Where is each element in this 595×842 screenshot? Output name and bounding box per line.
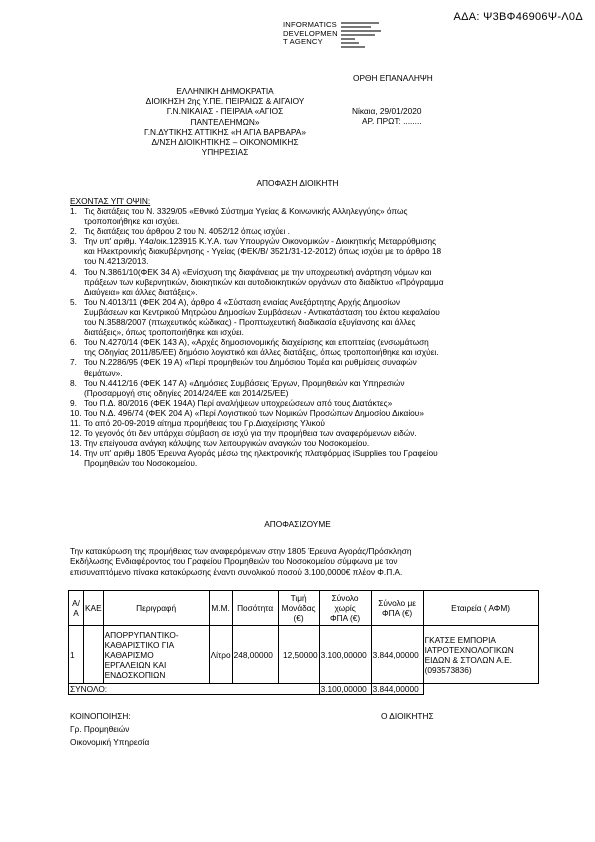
list-item-number: 9.	[70, 397, 77, 408]
list-item	[70, 267, 530, 297]
list-item-number: 6.	[70, 337, 77, 348]
description-line: ΑΠΟΡΡΥΠΑΝΤΙΚΟ-	[104, 629, 179, 640]
logo-line: INFORMATICS	[283, 20, 337, 29]
list-item-text: Την υπ' αριθμ. Υ4α/οικ.123915 Κ.Υ.Α. των Υπουργών Οικονομικών - Διοικητικής Μεταρρύθμισης	[84, 236, 437, 247]
list-item-text: Το από 20-09-2019 αίτημα προμήθειας του Γρ.Διαχείρισης Υλικού	[84, 417, 325, 428]
company-line: ΙΑΤΡΟΤΕΧΝΟΛΟΓΙΚΩΝ	[424, 644, 514, 655]
notify-recipient: Γρ. Προμηθειών	[70, 724, 130, 734]
issuer-line: ΠΑΝΤΕΛΕΗΜΩΝ»	[190, 116, 260, 127]
header-line: Τιμή	[290, 593, 307, 603]
list-item-text: πράξεων των κυβερνητικών, διοικητικών και αυτοδιοικητικών οργάνων στο διαδίκτυο «Πρόγραμμα	[84, 276, 444, 287]
col-header-aa: Α/Α	[69, 591, 84, 626]
cell-aa: 1	[69, 626, 84, 684]
cell-description	[103, 626, 209, 684]
decision-text	[70, 546, 412, 577]
protocol-number: ΑΡ. ΠΡΩΤ: ........	[362, 116, 422, 126]
decision-line: Την κατακύρωση της προμήθειας των αναφερόμενων στην 1805 Έρευνα Αγοράς/Πρόσκληση	[70, 546, 412, 556]
total-label: ΣΥΝΟΛΟ:	[69, 684, 320, 695]
place-date: Νίκαια, 29/01/2020	[352, 106, 422, 116]
logo-line: DEVELOPMEN	[283, 28, 338, 38]
notify-recipient: Οικονομική Υπηρεσία	[70, 737, 150, 747]
list-item	[70, 297, 530, 337]
notify-list	[70, 723, 149, 749]
header-line: Μονάδας	[281, 603, 316, 613]
issuer-line: Γ.Ν.ΔΥΤΙΚΗΣ ΑΤΤΙΚΗΣ «Η ΑΓΙΑ ΒΑΡΒΑΡΑ»	[144, 126, 306, 137]
list-item-number: 4.	[70, 266, 77, 277]
notify-label: ΚΟΙΝΟΠΟΙΗΣΗ:	[70, 711, 131, 721]
list-item	[70, 438, 530, 448]
list-item-text: της Οδηγίας 2011/85/ΕΕ) δημόσιο λογιστικό και άλλες διατάξεις, όπως τροποποιήθηκε και ισχύει.	[84, 347, 439, 358]
list-item-text: Του Ν.3861/10(ΦΕΚ 34 Α) «Ενίσχυση της διαφάνειας με την υποχρεωτική ανάρτηση νόμων και	[84, 266, 432, 277]
list-item-text: Συμβάσεων και Κεντρικού Μητρώου Δημοσίων Συμβάσεων - Αντικατάσταση του έκτου κεφαλαίου	[84, 306, 440, 317]
description-line: ΚΑΘΑΡΙΣΤΙΚΟ ΓΙΑ	[104, 639, 175, 650]
list-item	[70, 236, 530, 266]
list-item-text: Του Ν.4013/11 (ΦΕΚ 204 Α), άρθρο 4 «Σύσταση ενιαίας Ανεξάρτητης Αρχής Δημοσίων	[84, 296, 400, 307]
list-item	[70, 398, 530, 408]
issuer-line: ΕΛΛΗΝΙΚΗ ΔΗΜΟΚΡΑΤΙΑ	[176, 86, 274, 96]
col-header-company: Εταιρεία ( ΑΦΜ)	[423, 591, 538, 626]
issuer-line: ΥΠΗΡΕΣΙΑΣ	[201, 147, 249, 158]
list-item-text: Του Ν.4412/16 (ΦΕΚ 147 Α) «Δημόσιες Συμβάσεις Έργων, Προμηθειών και Υπηρεσιών	[84, 377, 405, 388]
table-header-row	[69, 591, 539, 626]
cell-gross-total: 3.844,00000	[371, 626, 423, 684]
total-net: 3.100,00000	[319, 684, 371, 695]
issuer-line: Δ/ΝΣΗ ΔΙΟΙΚΗΤΙΚΗΣ – ΟΙΚΟΝΟΜΙΚΗΣ	[151, 137, 299, 148]
list-item	[70, 408, 530, 418]
list-item-number: 12.	[70, 428, 82, 439]
signature-label: Ο ΔΙΟΙΚΗΤΗΣ	[381, 711, 434, 721]
issuer-line: Γ.Ν.ΝΙΚΑΙΑΣ - ΠΕΙΡΑΙΑ «ΑΓΙΟΣ	[166, 106, 284, 117]
list-item	[70, 418, 530, 428]
list-item-text: Του Ν.2286/95 (ΦΕΚ 19 Α) «Περί προμηθειών του Δημόσιου Τομέα και ρυθμίσεις συναφών	[84, 357, 417, 368]
list-item-text: Προμηθειών του Νοσοκομείου.	[84, 458, 198, 469]
list-item-text: τροποποιήθηκε και ισχύει.	[84, 216, 180, 227]
ada-code: ΑΔΑ: Ψ3ΒΦ46906Ψ-Λ0Δ	[453, 11, 583, 23]
list-item-text: Διαύγεια» και άλλες διατάξεις».	[84, 286, 198, 297]
document-title: ΑΠΟΦΑΣΗ ΔΙΟΙΚΗΤΗ	[256, 178, 339, 188]
cell-unit: Λίτρο	[209, 626, 232, 684]
issuer-line: ΔΙΟΙΚΗΣΗ 2ης Υ.ΠΕ. ΠΕΙΡΑΙΩΣ & ΑΙΓΑΙΟΥ	[145, 96, 305, 107]
description-line: ΕΡΓΑΛΕΙΩΝ ΚΑΙ	[104, 659, 167, 670]
list-item-number: 1.	[70, 206, 77, 216]
correction-note: ΟΡΘΗ ΕΠΑΝΑΛΗΨΗ	[353, 73, 433, 83]
list-item	[70, 226, 530, 236]
header-line: (€)	[293, 613, 304, 623]
list-item-number: 2.	[70, 226, 77, 237]
col-header-kae: ΚΑΕ	[84, 591, 104, 626]
company-line: ΕΙΔΩΝ & ΣΤΟΛΩΝ Α.Ε.	[424, 654, 512, 665]
list-item-text: Την υπ' αριθμ 1805 Έρευνα Αγοράς μέσω της ηλεκτρονικής πλατφόρμας iSupplies του Γραφείου	[84, 448, 438, 459]
col-header-unit-price	[278, 591, 319, 626]
description-line: ΚΑΘΑΡΙΣΜΟ	[104, 649, 154, 660]
decision-heading: ΑΠΟΦΑΣΙΖΟΥΜΕ	[264, 519, 331, 529]
company-line: (093573836)	[424, 664, 472, 675]
list-item-text: Τις διατάξεις του άρθρου 2 του Ν. 4052/12 όπως ισχύει .	[84, 226, 290, 237]
list-item	[70, 378, 530, 398]
list-item-number: 7.	[70, 357, 77, 368]
header-line: ΦΠΑ (€)	[330, 613, 361, 623]
table-row	[69, 626, 539, 684]
cell-net-total: 3.100,00000	[319, 626, 371, 684]
cell-unit-price: 12,50000	[278, 626, 319, 684]
list-item-text: Το γεγονός ότι δεν υπάρχει σύμβαση σε ισχύ για την προμήθεια των αναφερόμενων ειδών.	[84, 428, 417, 439]
considerations-list	[70, 206, 530, 468]
col-header-net-total	[319, 591, 371, 626]
considering-label: ΕΧΟΝΤΑΣ ΥΠ' ΟΨΙΝ:	[70, 196, 151, 206]
cell-kae	[84, 626, 104, 684]
list-item-text: του Ν.4213/2013.	[84, 256, 149, 267]
list-item-text: και Ηλεκτρονικής διακυβέρνησης - Υγείας (ΦΕΚ/Β/ 3521/31-12-2012) όπως ισχύει με το άρθρο 18	[84, 246, 442, 257]
col-header-description: Περιγραφή	[103, 591, 209, 626]
cell-quantity: 248,00000	[232, 626, 278, 684]
list-item	[70, 357, 530, 377]
list-item-number: 11.	[70, 417, 81, 428]
header-line: ΦΠΑ (€)	[382, 608, 413, 618]
list-item-text: διατάξεις», όπως τροποποιήθηκε και ισχύει.	[84, 327, 244, 338]
informatics-agency-logo	[283, 21, 338, 47]
list-item-text: Του Π.Δ. 80/2016 (ΦΕΚ 194Α) Περί αναλήψεων υποχρεώσεων από τους Διατάκτες»	[84, 397, 393, 408]
list-item-number: 14.	[70, 448, 82, 459]
award-table	[68, 590, 539, 695]
list-item	[70, 428, 530, 438]
col-header-gross-total	[371, 591, 423, 626]
decision-line: Εκδήλωσης Ενδιαφέροντος του Γραφείου Προμηθειών του Νοσοκομείου σύμφωνα με τον	[70, 556, 398, 567]
list-item-number: 13.	[70, 438, 82, 449]
list-item-text: του Ν.3588/2007 (πτωχευτικός κώδικας) - Προπτωχευτική διαδικασία εξυγίανσης και άλλες	[84, 317, 416, 328]
list-item-number: 3.	[70, 236, 77, 247]
total-empty-cell	[423, 684, 538, 695]
list-item	[70, 337, 530, 357]
total-gross: 3.844,00000	[371, 684, 423, 695]
issuer-block	[140, 86, 310, 157]
header-line: Σύνολο	[331, 593, 359, 603]
list-item-text: Του Ν.Δ. 496/74 (ΦΕΚ 204 Α) «Περί Λογιστικού των Νομικών Προσώπων Δημοσίου Δικαίου»	[84, 407, 424, 418]
list-item-text: Του Ν.4270/14 (ΦΕΚ 143 Α), «Αρχές δημοσιονομικής διαχείρισης και εποπτείας (ενσωμάτωση	[84, 337, 429, 348]
cell-company	[423, 626, 538, 684]
company-line: ΓΚΑΤΣΕ ΕΜΠΟΡΙΑ	[424, 634, 496, 645]
description-line: ΕΝΔΟΣΚΟΠΙΩΝ	[104, 669, 166, 680]
header-line: χωρίς	[334, 603, 356, 613]
logo-graphic-icon	[341, 22, 381, 50]
list-item-text: Τις διατάξεις του Ν. 3329/05 «Εθνικό Σύστημα Υγείας & Κοινωνικής Αλληλεγγύης» όπως	[84, 206, 408, 216]
decision-line: επισυναπτόμενο πίνακα κατακύρωσης έναντι συνολικού ποσού 3.100,0000€ πλέον Φ.Π.Α.	[70, 566, 403, 577]
table-total-row	[69, 684, 539, 695]
list-item	[70, 448, 530, 468]
col-header-unit: Μ.Μ.	[209, 591, 232, 626]
list-item-number: 5.	[70, 296, 77, 307]
list-item-text: (Προσαρμογή στις οδηγίες 2014/24/ΕΕ και 2014/25/ΕΕ)	[84, 387, 289, 398]
list-item	[70, 206, 530, 226]
list-item-text: θεμάτων».	[84, 367, 123, 378]
logo-line: T AGENCY	[283, 37, 323, 47]
header-line: Σύνολο με	[378, 598, 416, 608]
list-item-text: Την επείγουσα ανάγκη κάλυψης των λειτουργικών αναγκών του Νοσοκομείου.	[84, 438, 370, 449]
list-item-number: 8.	[70, 377, 77, 388]
list-item-number: 10.	[70, 407, 82, 418]
col-header-quantity: Ποσότητα	[232, 591, 278, 626]
